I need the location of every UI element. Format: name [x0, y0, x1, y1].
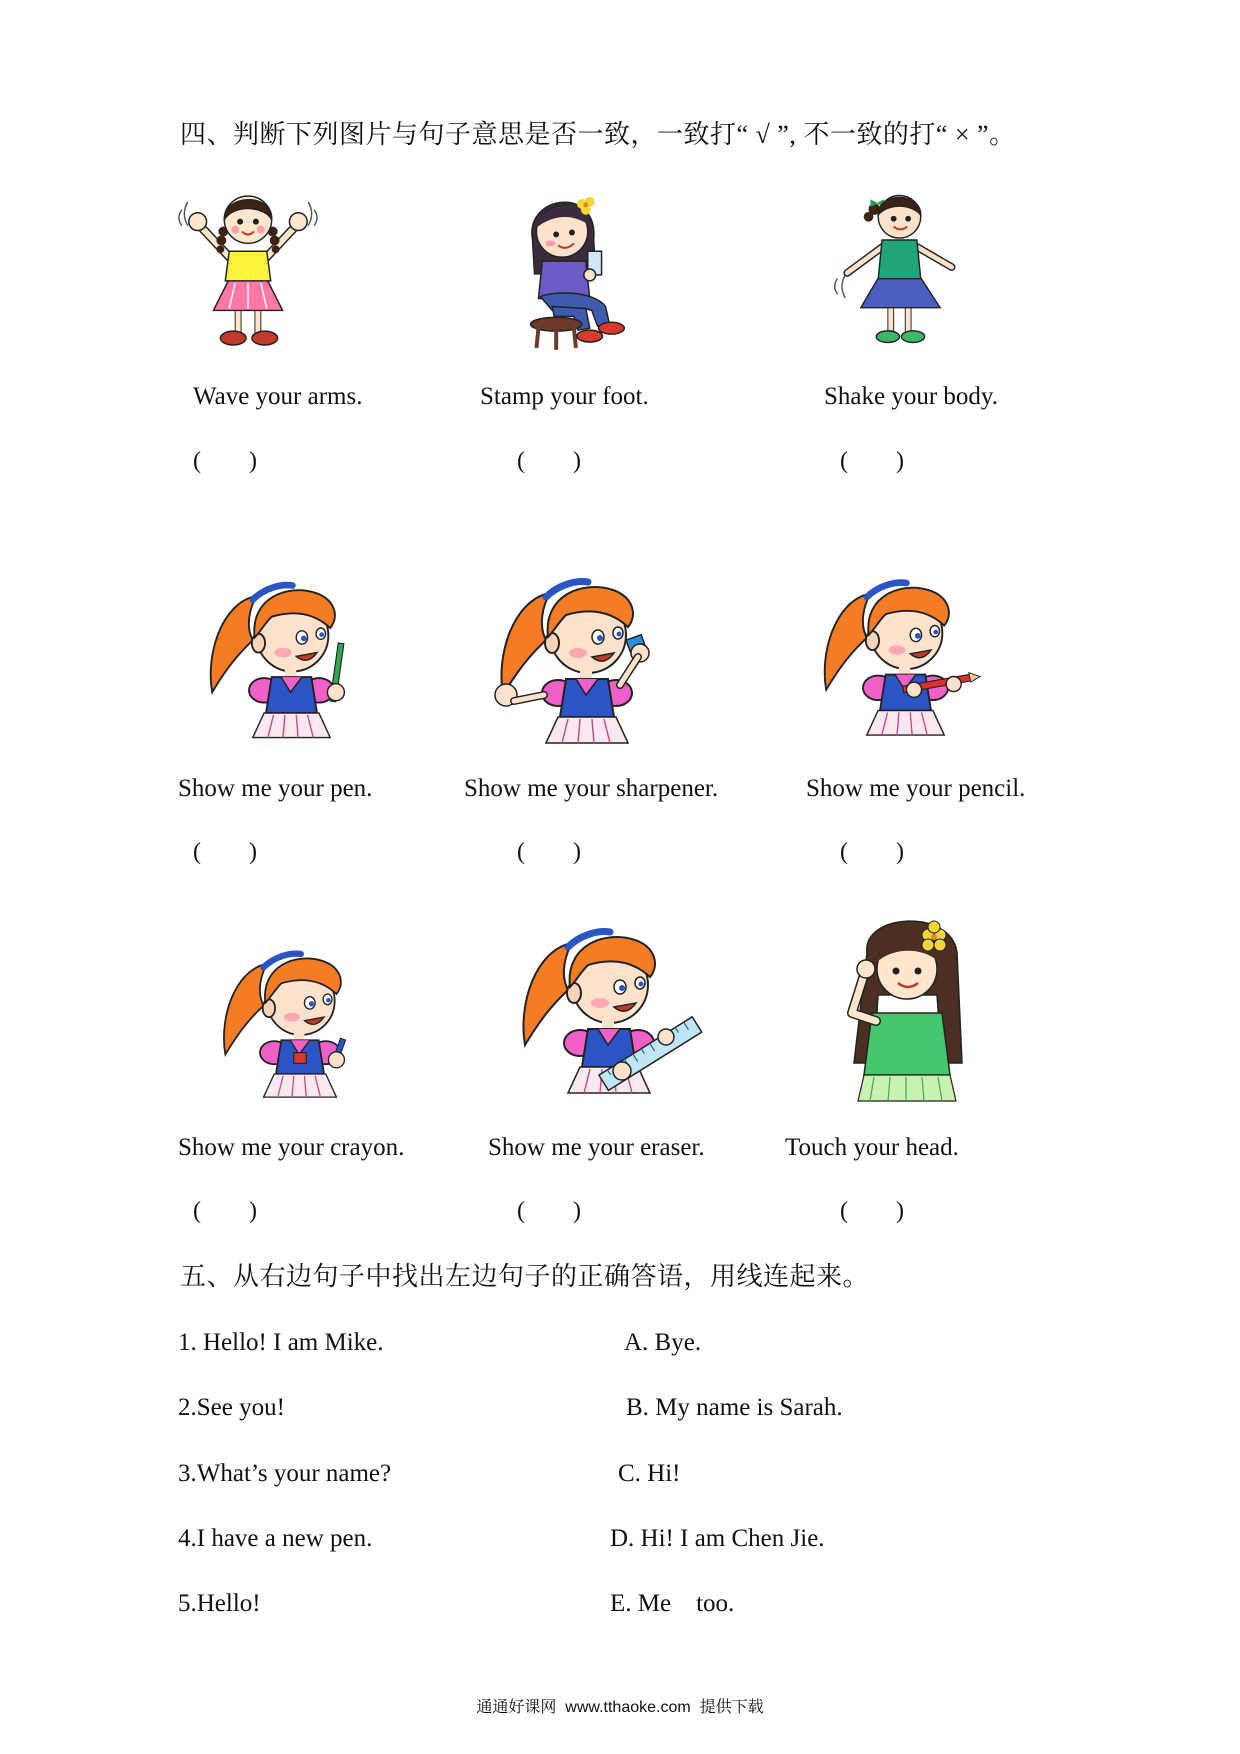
illustration-show-crayon: [212, 910, 372, 1110]
answer-blank-7: ( ): [193, 1198, 257, 1224]
match-left-4: 4.I have a new pen.: [178, 1525, 373, 1552]
caption-5: Show me your sharpener.: [464, 775, 719, 802]
illustration-stamp-foot: [495, 178, 643, 360]
answer-blank-8: ( ): [517, 1198, 581, 1224]
section-4-heading: 四、判断下列图片与句子意思是否一致，一致打“ √ ”, 不一致的打“ × ”。: [180, 120, 1016, 149]
illustration-show-eraser: [510, 895, 710, 1107]
caption-9: Touch your head.: [785, 1134, 959, 1161]
match-left-1: 1. Hello! I am Mike.: [178, 1329, 384, 1356]
caption-1: Wave your arms.: [193, 383, 363, 410]
match-right-c: C. Hi!: [618, 1460, 681, 1487]
caption-2: Stamp your foot.: [480, 383, 649, 410]
match-left-2: 2.See you!: [178, 1394, 285, 1421]
match-left-3: 3.What’s your name?: [178, 1460, 392, 1487]
caption-8: Show me your eraser.: [488, 1134, 705, 1161]
caption-3: Shake your body.: [824, 383, 999, 410]
answer-blank-9: ( ): [840, 1198, 904, 1224]
illustration-show-pen: [198, 545, 368, 745]
section-5-heading: 五、从右边句子中找出左边句子的正确答语，用线连起来。: [180, 1262, 870, 1291]
caption-6: Show me your pencil.: [806, 775, 1026, 802]
illustration-touch-head: [812, 903, 987, 1108]
caption-7: Show me your crayon.: [178, 1134, 405, 1161]
match-right-d: D. Hi! I am Chen Jie.: [610, 1525, 825, 1552]
illustration-show-pencil: [812, 540, 982, 745]
match-right-b: B. My name is Sarah.: [626, 1394, 843, 1421]
answer-blank-2: ( ): [517, 448, 581, 474]
match-right-a: A. Bye.: [624, 1329, 702, 1356]
illustration-show-sharpener: [478, 545, 683, 745]
illustration-wave-arms: [174, 178, 322, 360]
answer-blank-1: ( ): [193, 448, 257, 474]
match-left-5: 5.Hello!: [178, 1590, 261, 1617]
caption-4: Show me your pen.: [178, 775, 373, 802]
answer-blank-4: ( ): [193, 839, 257, 865]
answer-blank-3: ( ): [840, 448, 904, 474]
answer-blank-6: ( ): [840, 839, 904, 865]
match-right-e: E. Me too.: [610, 1590, 735, 1617]
answer-blank-5: ( ): [517, 839, 581, 865]
footer-credit: 通通好课网 www.tthaoke.com 提供下载: [476, 1699, 764, 1716]
illustration-shake-body: [826, 178, 971, 360]
